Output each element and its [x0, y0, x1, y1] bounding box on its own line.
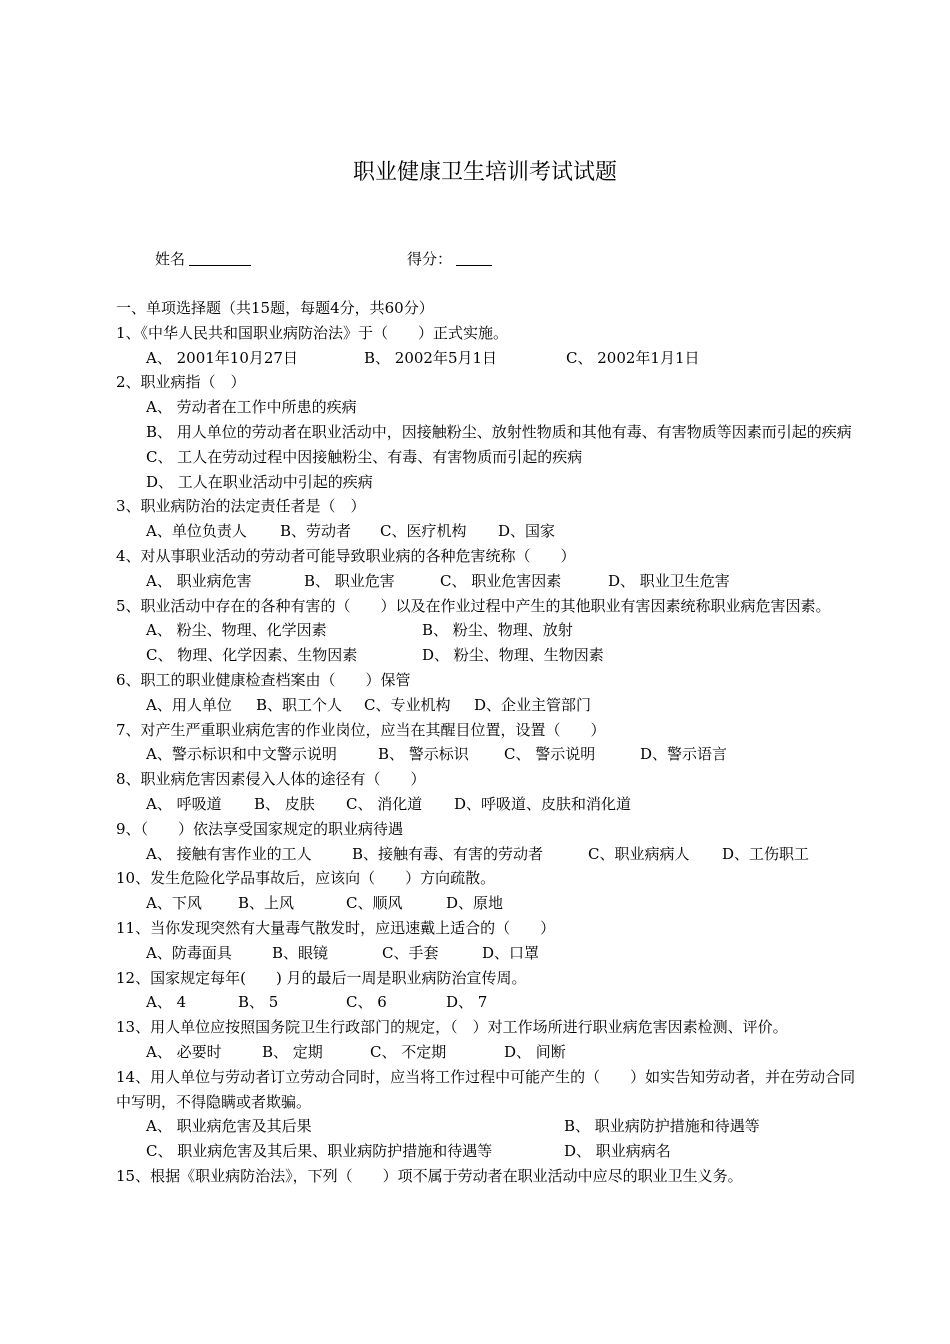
- question-7-stem: 7、对产生严重职业病危害的作业岗位，应当在其醒目位置，设置（ ）: [116, 720, 606, 739]
- score-blank[interactable]: [456, 249, 492, 266]
- section-heading: 一、单项选择题（共15题，每题4分，共60分）: [116, 299, 434, 317]
- question-2-option-d[interactable]: D、 工人在职业活动中引起的疾病: [146, 472, 373, 491]
- question-2-option-c[interactable]: C、 工人在劳动过程中因接触粉尘、有毒、有害物质而引起的疾病: [146, 447, 583, 466]
- option-b[interactable]: B、 2002年5月1日: [364, 348, 498, 367]
- option-a[interactable]: A、 接触有害作业的工人: [146, 844, 312, 863]
- question-2-stem: 2、职业病指（ ）: [116, 373, 246, 392]
- question-2-option-a[interactable]: A、 劳动者在工作中所患的疾病: [146, 398, 357, 417]
- option-c[interactable]: C、 警示说明: [504, 745, 596, 764]
- option-a[interactable]: A、 职业病危害及其后果: [146, 1117, 312, 1136]
- question-11-options: [116, 941, 866, 966]
- question-6-stem: 6、职工的职业健康检查档案由（ ）保管: [116, 670, 411, 689]
- score-field: [407, 248, 492, 269]
- option-b[interactable]: B、 职业危害: [304, 571, 395, 590]
- option-c[interactable]: C、 2002年1月1日: [566, 348, 700, 367]
- option-a[interactable]: A、 呼吸道: [146, 794, 222, 813]
- option-d[interactable]: D、 间断: [504, 1042, 566, 1061]
- question-8-options: [116, 792, 866, 817]
- option-d[interactable]: D、国家: [498, 522, 556, 541]
- name-blank[interactable]: [189, 249, 251, 266]
- question-5-options-row-2: [116, 643, 866, 668]
- question-2-option-b[interactable]: B、 用人单位的劳动者在职业活动中，因接触粉尘、放射性物质和其他有毒、有害物质等因素而引起的疾病: [146, 422, 852, 441]
- option-c[interactable]: C、专业机构: [364, 695, 451, 714]
- option-c[interactable]: C、 不定期: [370, 1042, 447, 1061]
- option-d[interactable]: D、工伤职工: [722, 844, 810, 863]
- question-1-stem: 1、《中华人民共和国职业病防治法》于（ ）正式实施。: [116, 323, 509, 342]
- option-d[interactable]: D、 7: [446, 993, 488, 1012]
- option-d[interactable]: D、企业主管部门: [474, 695, 592, 714]
- question-13-options: [116, 1040, 866, 1065]
- question-13-stem: 13、用人单位应按照国务院卫生行政部门的规定，（ ）对工作场所进行职业病危害因素检测、评价。: [116, 1018, 788, 1037]
- option-c[interactable]: C、医疗机构: [380, 522, 467, 541]
- option-d[interactable]: D、 职业卫生危害: [608, 571, 730, 590]
- question-15-stem: 15、根据《职业病防治法》，下列（ ）项不属于劳动者在职业活动中应尽的职业卫生义务。: [116, 1166, 743, 1185]
- question-10-stem: 10、发生危险化学品事故后，应该向（ ）方向疏散。: [116, 869, 496, 888]
- option-d[interactable]: D、警示语言: [640, 745, 728, 764]
- examinee-info: [155, 248, 795, 270]
- option-b[interactable]: B、 定期: [262, 1042, 323, 1061]
- option-d[interactable]: D、 职业病病名: [564, 1142, 671, 1161]
- option-b[interactable]: B、职工个人: [256, 695, 343, 714]
- score-label: 得分：: [407, 250, 453, 268]
- option-c[interactable]: C、 6: [346, 993, 387, 1012]
- exam-body: [116, 296, 866, 1189]
- option-b[interactable]: B、 警示标识: [378, 745, 469, 764]
- option-a[interactable]: A、 职业病危害: [146, 571, 252, 590]
- option-b[interactable]: B、接触有毒、有害的劳动者: [352, 844, 544, 863]
- option-d[interactable]: D、原地: [446, 894, 504, 913]
- option-b[interactable]: B、 皮肤: [254, 794, 315, 813]
- page-title: 职业健康卫生培训考试试题: [352, 160, 617, 185]
- name-field: [155, 248, 251, 269]
- option-a[interactable]: A、 必要时: [146, 1042, 222, 1061]
- option-b[interactable]: B、 5: [238, 993, 279, 1012]
- question-9-options: [116, 842, 866, 867]
- option-c[interactable]: C、 物理、化学因素、生物因素: [146, 646, 358, 665]
- question-3-stem: 3、职业病防治的法定责任者是（ ）: [116, 497, 366, 516]
- question-8-stem: 8、职业病危害因素侵入人体的途径有（ ）: [116, 770, 426, 789]
- option-c[interactable]: C、 职业病危害及其后果、职业病防护措施和待遇等: [146, 1142, 493, 1161]
- option-b[interactable]: B、眼镜: [272, 943, 329, 962]
- question-4-stem: 4、对从事职业活动的劳动者可能导致职业病的各种危害统称（ ）: [116, 546, 576, 565]
- option-d[interactable]: D、 粉尘、物理、生物因素: [422, 646, 604, 665]
- option-c[interactable]: C、 消化道: [346, 794, 423, 813]
- option-b[interactable]: B、上风: [238, 894, 295, 913]
- question-4-options: [116, 569, 866, 594]
- question-14-options-row-2: [116, 1139, 866, 1164]
- question-5-options-row-1: [116, 618, 866, 643]
- option-c[interactable]: C、顺风: [346, 894, 403, 913]
- question-12-options: [116, 990, 866, 1015]
- option-a[interactable]: A、防毒面具: [146, 943, 232, 962]
- option-a[interactable]: A、下风: [146, 894, 202, 913]
- option-a[interactable]: A、单位负责人: [146, 522, 247, 541]
- question-7-options: [116, 742, 866, 767]
- option-a[interactable]: A、 2001年10月27日: [146, 348, 298, 367]
- question-11-stem: 11、当你发现突然有大量毒气散发时，应迅速戴上适合的（ ）: [116, 918, 556, 937]
- option-c[interactable]: C、手套: [382, 943, 439, 962]
- option-a[interactable]: A、用人单位: [146, 695, 232, 714]
- option-c[interactable]: C、 职业危害因素: [440, 571, 562, 590]
- question-14-stem: 14、用人单位与劳动者订立劳动合同时，应当将工作过程中可能产生的（ ）如实告知劳动者，并在劳动合同中写明，不得隐瞒或者欺骗。: [116, 1067, 856, 1111]
- name-label: 姓名: [155, 250, 186, 268]
- option-b[interactable]: B、劳动者: [280, 522, 352, 541]
- question-3-options: [116, 519, 866, 544]
- question-12-stem: 12、国家规定每年( ) 月的最后一周是职业病防治宣传周。: [116, 968, 527, 987]
- question-14-options-row-1: [116, 1114, 866, 1139]
- option-a[interactable]: A、 4: [146, 993, 187, 1012]
- question-1-options: [116, 346, 866, 371]
- question-6-options: [116, 693, 866, 718]
- option-b[interactable]: B、 职业病防护措施和待遇等: [564, 1117, 760, 1136]
- option-d[interactable]: D、呼吸道、皮肤和消化道: [454, 794, 632, 813]
- option-b[interactable]: B、 粉尘、物理、放射: [422, 621, 573, 640]
- question-5-stem: 5、职业活动中存在的各种有害的（ ）以及在作业过程中产生的其他职业有害因素统称职业病危害因素。: [116, 596, 831, 615]
- question-9-stem: 9、（ ）依法享受国家规定的职业病待遇: [116, 819, 404, 838]
- option-a[interactable]: A、 粉尘、物理、化学因素: [146, 621, 327, 640]
- option-d[interactable]: D、口罩: [482, 943, 540, 962]
- question-10-options: [116, 891, 866, 916]
- option-c[interactable]: C、职业病病人: [588, 844, 690, 863]
- option-a[interactable]: A、警示标识和中文警示说明: [146, 745, 337, 764]
